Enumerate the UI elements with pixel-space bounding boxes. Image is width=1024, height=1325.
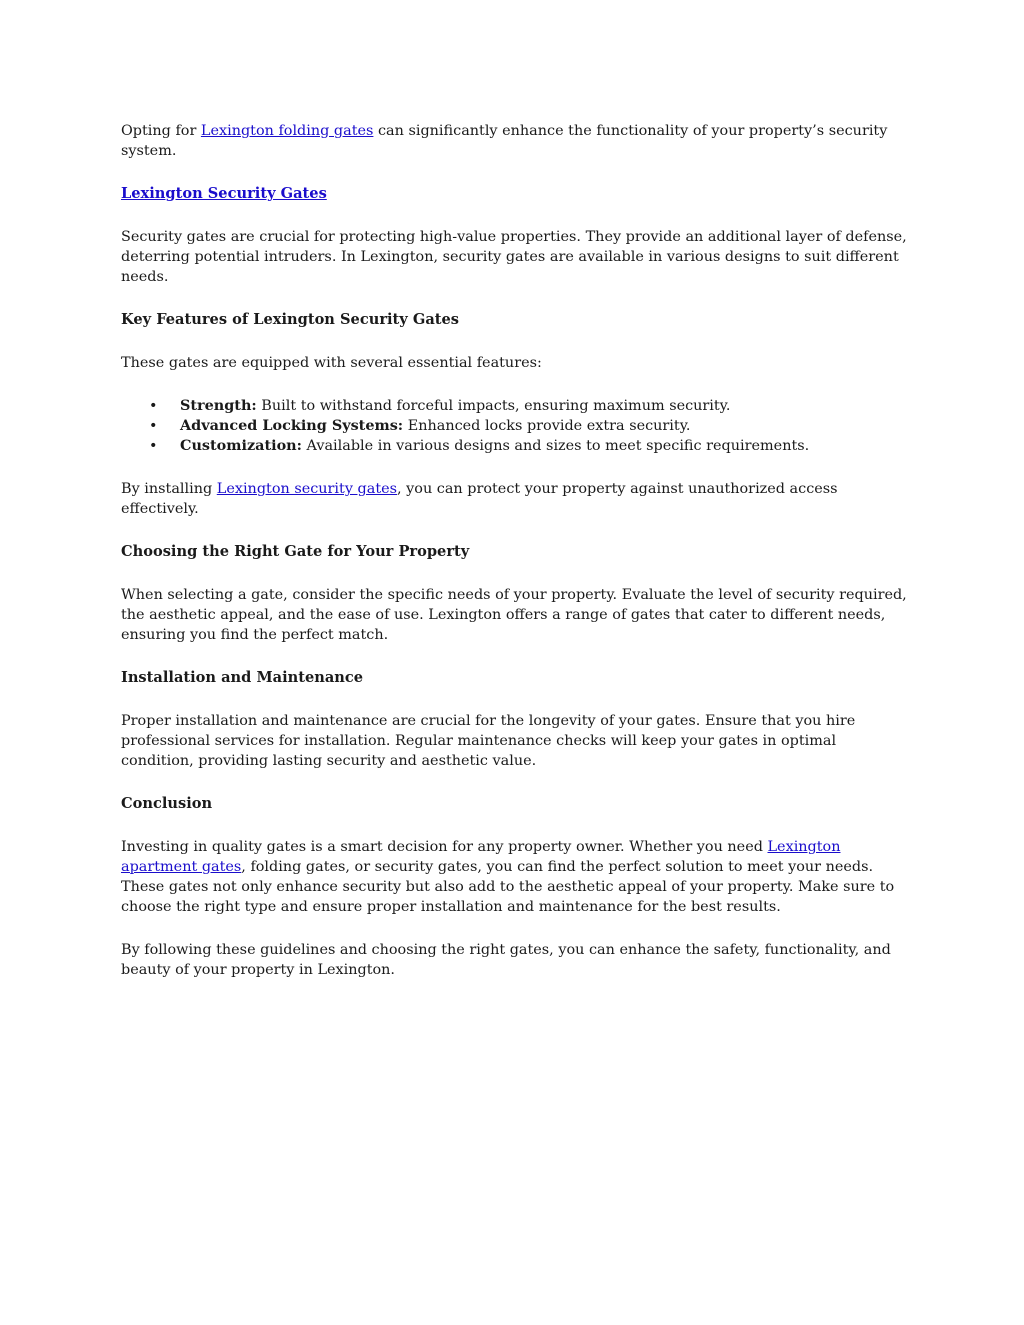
conclusion-paragraph: [121, 837, 911, 917]
choosing-heading: Choosing the Right Gate for Your Property: [121, 543, 470, 560]
feature-desc: Enhanced locks provide extra security.: [403, 418, 691, 434]
conclusion-text-after: , folding gates, or security gates, you can find the perfect solution to meet your needs. These gates not only enhance security but also add to the aesthetic appeal of your property. Make sure to choose the right type and ensure proper installation and maintenance for the best results.: [121, 859, 895, 915]
list-item: [121, 396, 911, 416]
installation-heading: Installation and Maintenance: [121, 669, 364, 686]
closing-text-after: , you can protect your property against unauthorized access effectively.: [121, 481, 838, 517]
key-features-heading: Key Features of Lexington Security Gates: [121, 311, 460, 328]
installation-paragraph: Proper installation and maintenance are crucial for the longevity of your gates. Ensure that you hire professional services for installation. Regular maintenance checks will keep your gates in optimal condition, providing lasting security and aesthetic value.: [121, 713, 856, 769]
lexington-security-gates-heading-link[interactable]: Lexington Security Gates: [121, 185, 327, 202]
final-paragraph: By following these guidelines and choosing the right gates, you can enhance the safety, functionality, and beauty of your property in Lexington.: [121, 942, 891, 978]
feature-desc: Built to withstand forceful impacts, ensuring maximum security.: [256, 398, 731, 414]
key-features-intro: These gates are equipped with several essential features:: [121, 355, 542, 371]
lexington-folding-gates-link[interactable]: Lexington folding gates: [200, 123, 374, 139]
intro-text-after: can significantly enhance the functionality of your property’s security system.: [121, 123, 888, 159]
intro-text-before: Opting for: [121, 123, 201, 139]
bullet-icon: •: [149, 398, 158, 414]
security-gates-heading: [121, 184, 911, 204]
feature-term: Customization:: [180, 437, 302, 454]
choosing-paragraph: When selecting a gate, consider the specific needs of your property. Evaluate the level of security required, the aesthetic appeal, and the ease of use. Lexington offers a range of gates that cater to different needs, ensuring you find the perfect match.: [121, 587, 907, 643]
feature-term: Strength:: [180, 397, 257, 414]
list-item: [121, 416, 911, 436]
closing-text-before: By installing: [121, 481, 217, 497]
bullet-icon: •: [149, 438, 158, 454]
conclusion-text-before: Investing in quality gates is a smart decision for any property owner. Whether you need: [121, 839, 768, 855]
lexington-apartment-gates-link[interactable]: Lexington apartment gates: [121, 839, 841, 875]
feature-desc: Available in various designs and sizes to meet specific requirements.: [301, 438, 810, 454]
key-features-closing: [121, 479, 911, 519]
list-item: [121, 436, 911, 456]
lexington-security-gates-link[interactable]: Lexington security gates: [216, 481, 397, 497]
feature-term: Advanced Locking Systems:: [180, 417, 404, 434]
document-page: [121, 121, 911, 1003]
intro-paragraph: [121, 121, 911, 161]
bullet-icon: •: [149, 418, 158, 434]
security-gates-paragraph: Security gates are crucial for protecting high-value properties. They provide an additional layer of defense, deterring potential intruders. In Lexington, security gates are available in various designs to suit different needs.: [121, 229, 907, 285]
features-list: [121, 396, 911, 456]
conclusion-heading: Conclusion: [121, 795, 213, 812]
